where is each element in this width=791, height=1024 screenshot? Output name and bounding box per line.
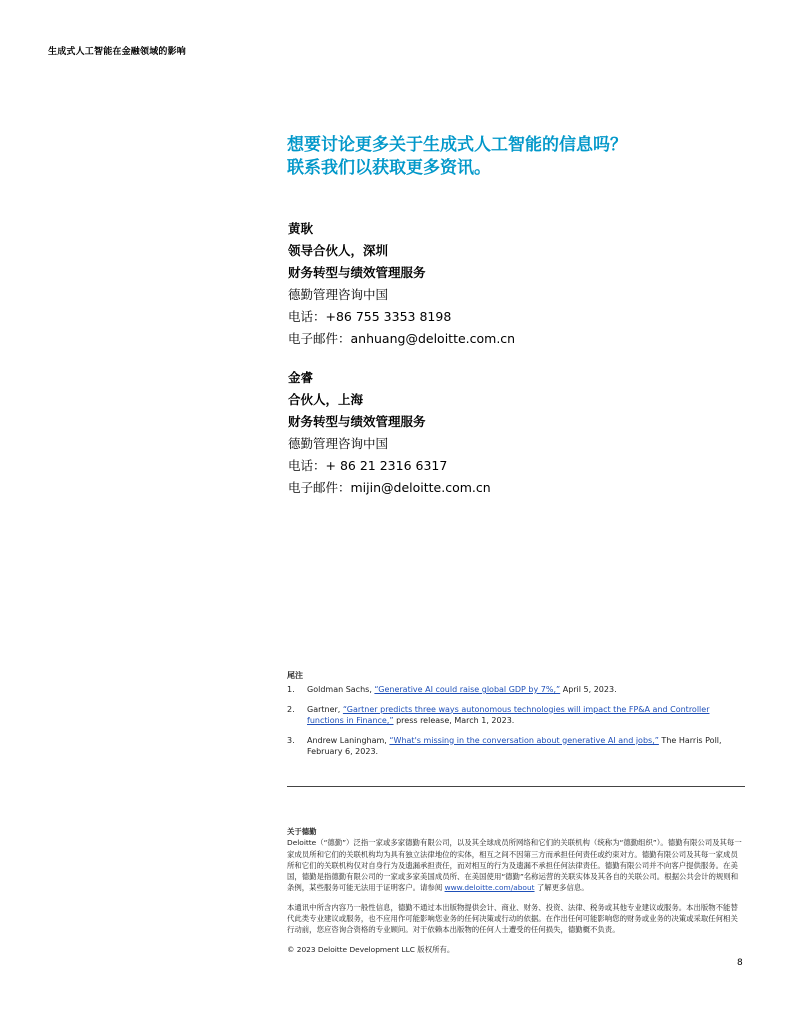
contact-name: 黄耿 xyxy=(288,221,314,236)
contact-company: 德勤管理咨询中国 xyxy=(288,287,389,302)
contact-call-to-action xyxy=(287,134,627,180)
contact-phone: 电话：+86 755 3353 8198 xyxy=(288,309,452,324)
endnote-item xyxy=(287,735,727,758)
endnote-date: The Harris Poll, February 6, 2023. xyxy=(307,735,722,756)
endnote-link[interactable]: “Generative AI could raise global GDP by 7%,” xyxy=(374,685,561,694)
contact-title: 合伙人，上海 xyxy=(288,392,364,407)
about-text-end: 了解更多信息。 xyxy=(534,883,589,893)
contact-card xyxy=(288,218,515,350)
endnote-date: April 5, 2023. xyxy=(560,685,617,694)
copyright: © 2023 Deloitte Development LLC 版权所有。 xyxy=(287,944,455,954)
contact-card xyxy=(288,367,491,499)
contact-email: 电子邮件：anhuang@deloitte.com.cn xyxy=(288,331,516,346)
endnote-date: press release, March 1, 2023. xyxy=(393,716,515,725)
cta-line-2: 联系我们以获取更多资讯。 xyxy=(287,158,491,178)
about-deloitte xyxy=(287,826,745,963)
contact-phone: 电话：+ 86 21 2316 6317 xyxy=(288,458,448,473)
disclaimer-paragraph: 本通讯中所含内容乃一般性信息，德勤不通过本出版物提供会计、商业、财务、投资、法律、税务或其他专业建议或服务。本出版物不能替代此类专业建议或服务，也不应用作可能影响您业务的任何决策或行动的依据。在作出任何可能影响您的财务或业务的决策或采取任何相关行动前，您应咨询合资格的专业顾问。对于依赖本出版物的任何人士遭受的任何损失，德勤概不负责。 xyxy=(287,902,738,935)
contact-department: 财务转型与绩效管理服务 xyxy=(288,414,426,429)
endnote-number: 2. xyxy=(287,704,295,714)
endnote-number: 3. xyxy=(287,735,295,745)
contact-email: 电子邮件：mijin@deloitte.com.cn xyxy=(288,480,491,495)
endnote-item xyxy=(287,704,727,727)
endnote-item xyxy=(287,684,727,696)
endnote-link[interactable]: “Gartner predicts three ways autonomous technologies will impact the FP&A and Controller functions in Finance,” xyxy=(307,704,710,725)
running-header-title: 生成式人工智能在金融领域的影响 xyxy=(48,47,187,57)
endnotes-heading: 尾注 xyxy=(287,671,303,680)
cta-line-1: 想要讨论更多关于生成式人工智能的信息吗？ xyxy=(287,135,627,155)
about-link[interactable]: www.deloitte.com/about xyxy=(444,883,535,893)
contact-name: 金睿 xyxy=(288,370,314,385)
page-number: 8 xyxy=(737,958,743,968)
endnotes xyxy=(287,670,727,766)
endnote-source: Andrew Laningham, xyxy=(307,735,390,745)
endnote-link[interactable]: “What's missing in the conversation about generative AI and jobs,” xyxy=(389,735,659,745)
contact-department: 财务转型与绩效管理服务 xyxy=(288,265,426,280)
contact-company: 德勤管理咨询中国 xyxy=(288,436,389,451)
endnote-source: Goldman Sachs, xyxy=(307,685,375,694)
about-heading: 关于德勤 xyxy=(287,827,317,836)
about-text: Deloitte（“德勤”）泛指一家或多家德勤有限公司，以及其全球成员所网络和它们的关联机构（统称为“德勤组织”）。德勤有限公司及其每一家成员所和它们的关联机构均为具有独立法律地位的实体，相互之间不因第三方而承担任何责任或约束对方。德勤有限公司及其每一家成员所和它们的关联机构仅对自身行为及遗漏承担责任，而对相互的行为及遗漏不承担任何法律责任。德勤有限公司并不向客户提供服务。在美国，德勤是指德勤有限公司的一家或多家美国成员所、在美国使用“德勤”名称运营的关联实体及其各自的关联公司。根据公共会计的规则和条例，某些服务可能无法用于证明客户。请参阅 xyxy=(287,838,742,893)
contact-title: 领导合伙人，深圳 xyxy=(288,243,389,258)
section-divider xyxy=(287,786,745,787)
endnote-number: 1. xyxy=(287,685,295,694)
endnote-source: Gartner, xyxy=(307,704,343,714)
about-paragraph xyxy=(287,837,745,893)
